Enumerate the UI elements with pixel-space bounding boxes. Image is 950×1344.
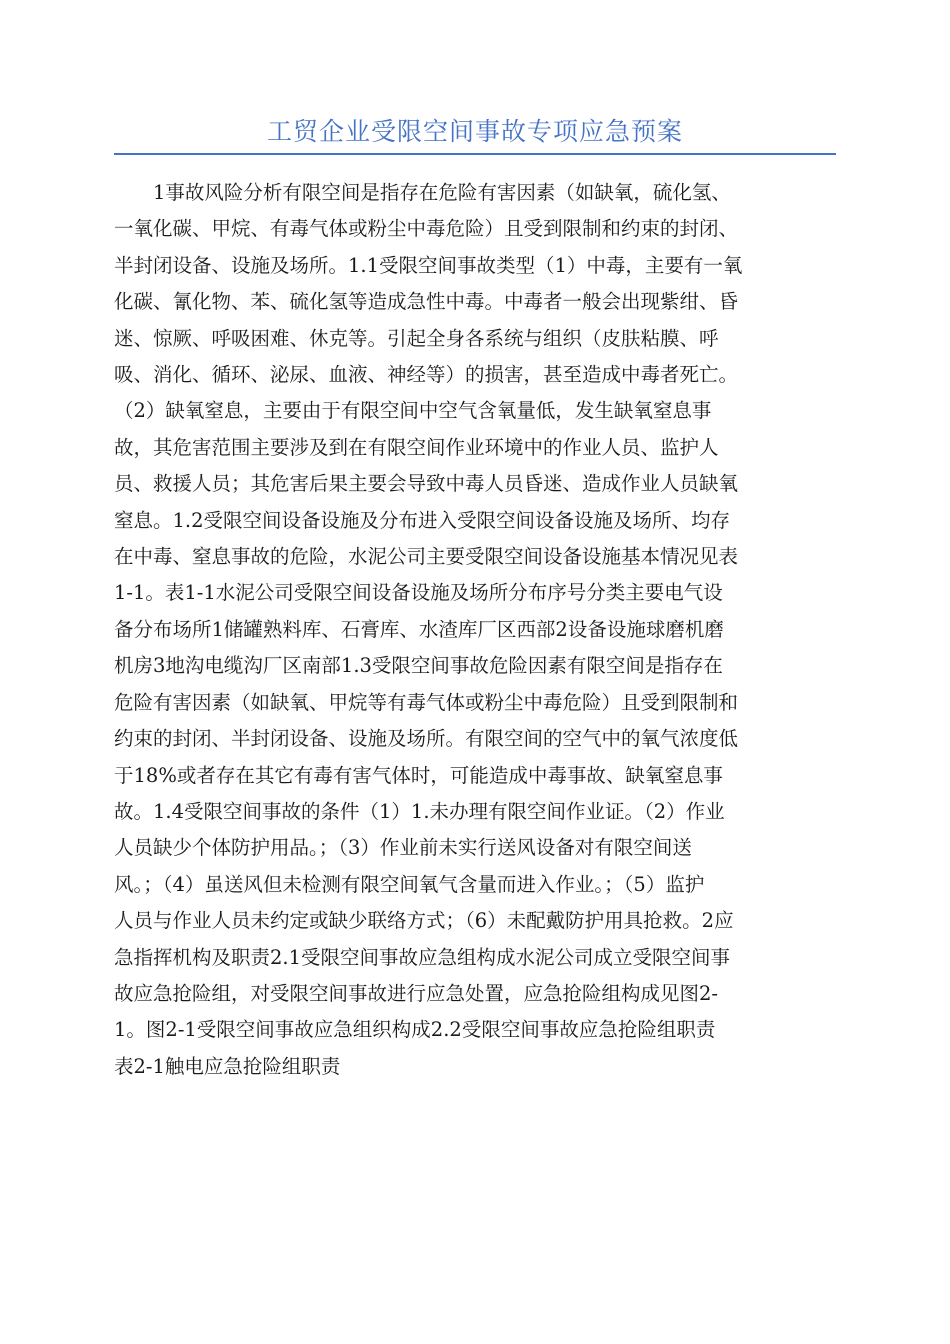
body-line: 于18%或者存在其它有毒有害气体时，可能造成中毒事故、缺氧窒息事 <box>114 763 723 787</box>
body-line: 半封闭设备、设施及场所。1.1受限空间事故类型（1）中毒，主要有一氧 <box>114 253 743 277</box>
body-line: 窒息。1.2受限空间设备设施及分布进入受限空间设备设施及场所、均存 <box>114 508 731 532</box>
body-line: 迷、惊厥、呼吸困难、休克等。引起全身各系统与组织（皮肤粘膜、呼 <box>114 326 719 350</box>
body-line: 人员与作业人员未约定或缺少联络方式；（6）未配戴防护用具抢救。2应 <box>114 909 734 933</box>
body-line: 1-1。表1-1水泥公司受限空间设备设施及场所分布序号分类主要电气设 <box>114 581 723 605</box>
document-body <box>114 175 836 1085</box>
body-line: 1事故风险分析有限空间是指存在危险有害因素（如缺氧，硫化氢、 <box>114 181 731 204</box>
body-line: 备分布场所1储罐熟料库、石膏库、水渣库厂区西部2设备设施球磨机磨 <box>114 617 724 641</box>
body-line: 人员缺少个体防护用品。；（3）作业前未实行送风设备对有限空间送 <box>114 836 692 860</box>
body-line: 机房3地沟电缆沟厂区南部1.3受限空间事故危险因素有限空间是指存在 <box>114 654 723 678</box>
title-underline-divider <box>114 153 836 155</box>
body-line: 约束的封闭、半封闭设备、设施及场所。有限空间的空气中的氧气浓度低 <box>114 727 739 751</box>
body-line: 吸、消化、循环、泌尿、血液、神经等）的损害，甚至造成中毒者死亡。 <box>114 363 739 387</box>
body-line: 故应急抢险组，对受限空间事故进行应急处置，应急抢险组构成见图2- <box>114 981 718 1005</box>
body-line: 危险有害因素（如缺氧、甲烷等有毒气体或粉尘中毒危险）且受到限制和 <box>114 690 739 714</box>
body-line: 在中毒、窒息事故的危险，水泥公司主要受限空间设备设施基本情况见表 <box>114 545 739 569</box>
body-line: 故。1.4受限空间事故的条件（1）1.未办理有限空间作业证。（2）作业 <box>114 799 725 823</box>
body-line: 化碳、氰化物、苯、硫化氢等造成急性中毒。中毒者一般会出现紫绀、昏 <box>114 290 739 314</box>
body-line: 风。；（4）虽送风但未检测有限空间氧气含量而进入作业。；（5）监护 <box>114 872 705 896</box>
body-line: 急指挥机构及职责2.1受限空间事故应急组构成水泥公司成立受限空间事 <box>114 945 731 969</box>
body-line: （2）缺氧窒息，主要由于有限空间中空气含氧量低，发生缺氧窒息事 <box>114 399 712 423</box>
body-line: 表2-1触电应急抢险组职责 <box>114 1054 341 1078</box>
body-line: 一氧化碳、甲烷、有毒气体或粉尘中毒危险）且受到限制和约束的封闭、 <box>114 217 739 241</box>
body-line: 员、救援人员；其危害后果主要会导致中毒人员昏迷、造成作业人员缺氧 <box>114 472 739 496</box>
body-line: 故，其危害范围主要涉及到在有限空间作业环境中的作业人员、监护人 <box>114 435 719 459</box>
document-title: 工贸企业受限空间事故专项应急预案 <box>266 117 683 146</box>
body-line: 1。图2-1受限空间事故应急组织构成2.2受限空间事故应急抢险组职责 <box>114 1018 716 1042</box>
